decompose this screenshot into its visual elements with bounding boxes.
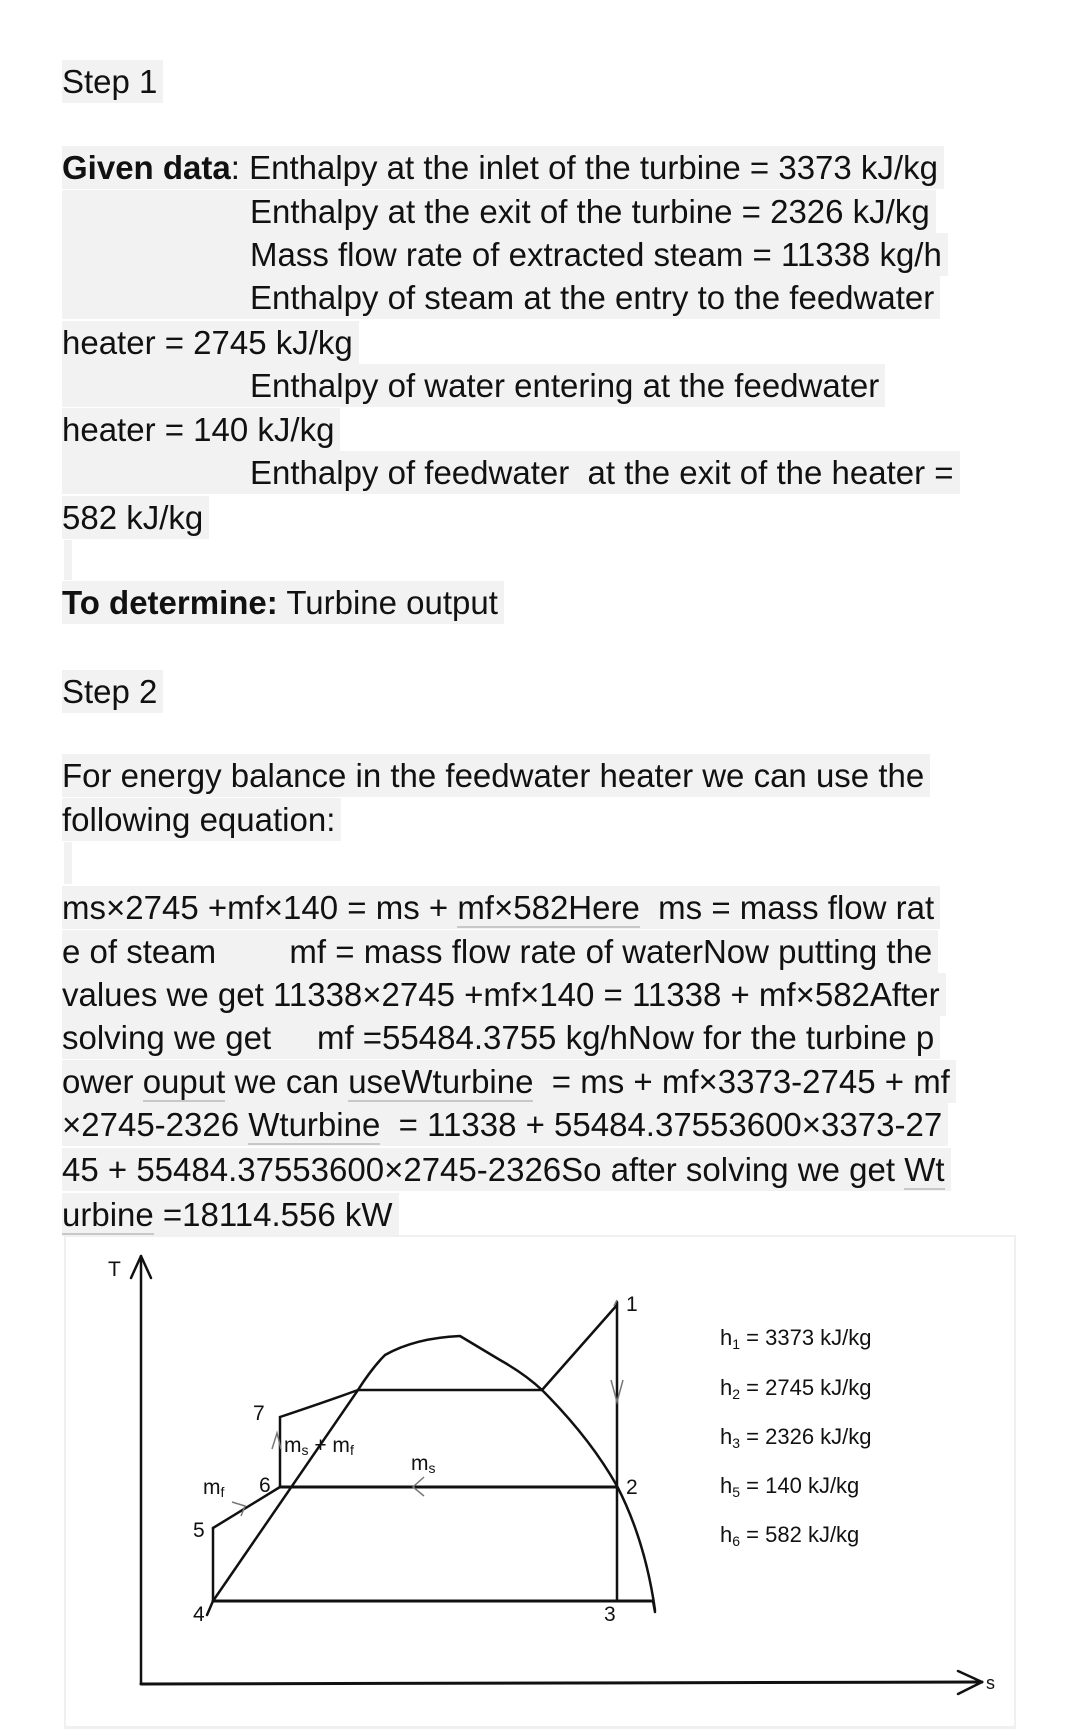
equation-line-4: solving we get mf =55484.3755 kg/hNow for the turbine p (62, 1016, 940, 1059)
given-data-line-3: Mass flow rate of extracted steam = 11338 kg/h (250, 233, 948, 276)
given-data-line-8: Enthalpy of feedwater at the exit of the heater = (250, 451, 960, 494)
given-data-line-6: Enthalpy of water entering at the feedwater (250, 364, 885, 407)
given-data-line-1: Given data: Enthalpy at the inlet of the turbine = 3373 kJ/kg (62, 146, 944, 189)
equation-line-5: ower ouput we can useWturbine = ms + mf×3373-2745 + mf (62, 1060, 956, 1103)
equation-line-6: ×2745-2326 Wturbine = 11338 + 55484.37553600×3373-27 (62, 1103, 948, 1146)
point-label-6: 6 (259, 1474, 271, 1497)
s-axis (141, 1682, 982, 1684)
point-label-7: 7 (253, 1402, 265, 1425)
equation-line-1: ms×2745 +mf×140 = ms + mf×582Here ms = mass flow rat (62, 886, 940, 929)
enthalpy-h6: h6 = 582 kJ/kg (720, 1522, 860, 1549)
given-data-line-7: heater = 140 kJ/kg (62, 408, 340, 451)
ms-label: ms (411, 1452, 436, 1476)
equation-line-8-result: urbine =18114.556 kW (62, 1193, 399, 1236)
given-data-line-5: heater = 2745 kJ/kg (62, 321, 359, 364)
equation-line-2: e of steam mf = mass flow rate of waterNow putting the (62, 930, 938, 973)
given-data-line-9: 582 kJ/kg (62, 496, 209, 539)
point-label-3: 3 (604, 1603, 616, 1626)
to-determine-label: To determine: (62, 584, 278, 621)
step1-heading: Step 1 (62, 60, 163, 103)
given-data-line-4: Enthalpy of steam at the entry to the feedwater (250, 276, 940, 319)
to-determine-value: Turbine output (277, 584, 498, 621)
enthalpy-h5: h5 = 140 kJ/kg (720, 1473, 860, 1500)
line-7-boiler (280, 1390, 358, 1417)
t-axis-label: T (108, 1258, 121, 1281)
enthalpy-h2: h2 = 2745 kJ/kg (720, 1375, 872, 1402)
equation-line-7: 45 + 55484.37553600×2745-2326So after solving we get Wt (62, 1148, 951, 1191)
enthalpy-h1: h1 = 3373 kJ/kg (720, 1325, 872, 1352)
superheat-line (542, 1305, 617, 1390)
step2-heading: Step 2 (62, 670, 163, 713)
intro-line-2: following equation: (62, 798, 341, 841)
equation-line-3: values we get 11338×2745 +mf×140 = 11338 + mf×582After (62, 973, 946, 1016)
ms-plus-mf-label: ms + mf (284, 1434, 354, 1458)
mf-label: mf (203, 1476, 225, 1500)
s-axis-label: s (986, 1673, 995, 1693)
enthalpy-h3: h3 = 2326 kJ/kg (720, 1424, 872, 1451)
point-4-tick (207, 1601, 213, 1615)
given-data-line-2: Enthalpy at the exit of the turbine = 2326 kJ/kg (250, 190, 936, 233)
given-data-label: Given data (62, 149, 231, 186)
intro-line-1: For energy balance in the feedwater heater we can use the (62, 754, 930, 797)
point-label-5: 5 (193, 1519, 205, 1542)
point-label-1: 1 (626, 1293, 638, 1316)
point-label-2: 2 (626, 1476, 638, 1499)
point-label-4: 4 (193, 1603, 205, 1626)
